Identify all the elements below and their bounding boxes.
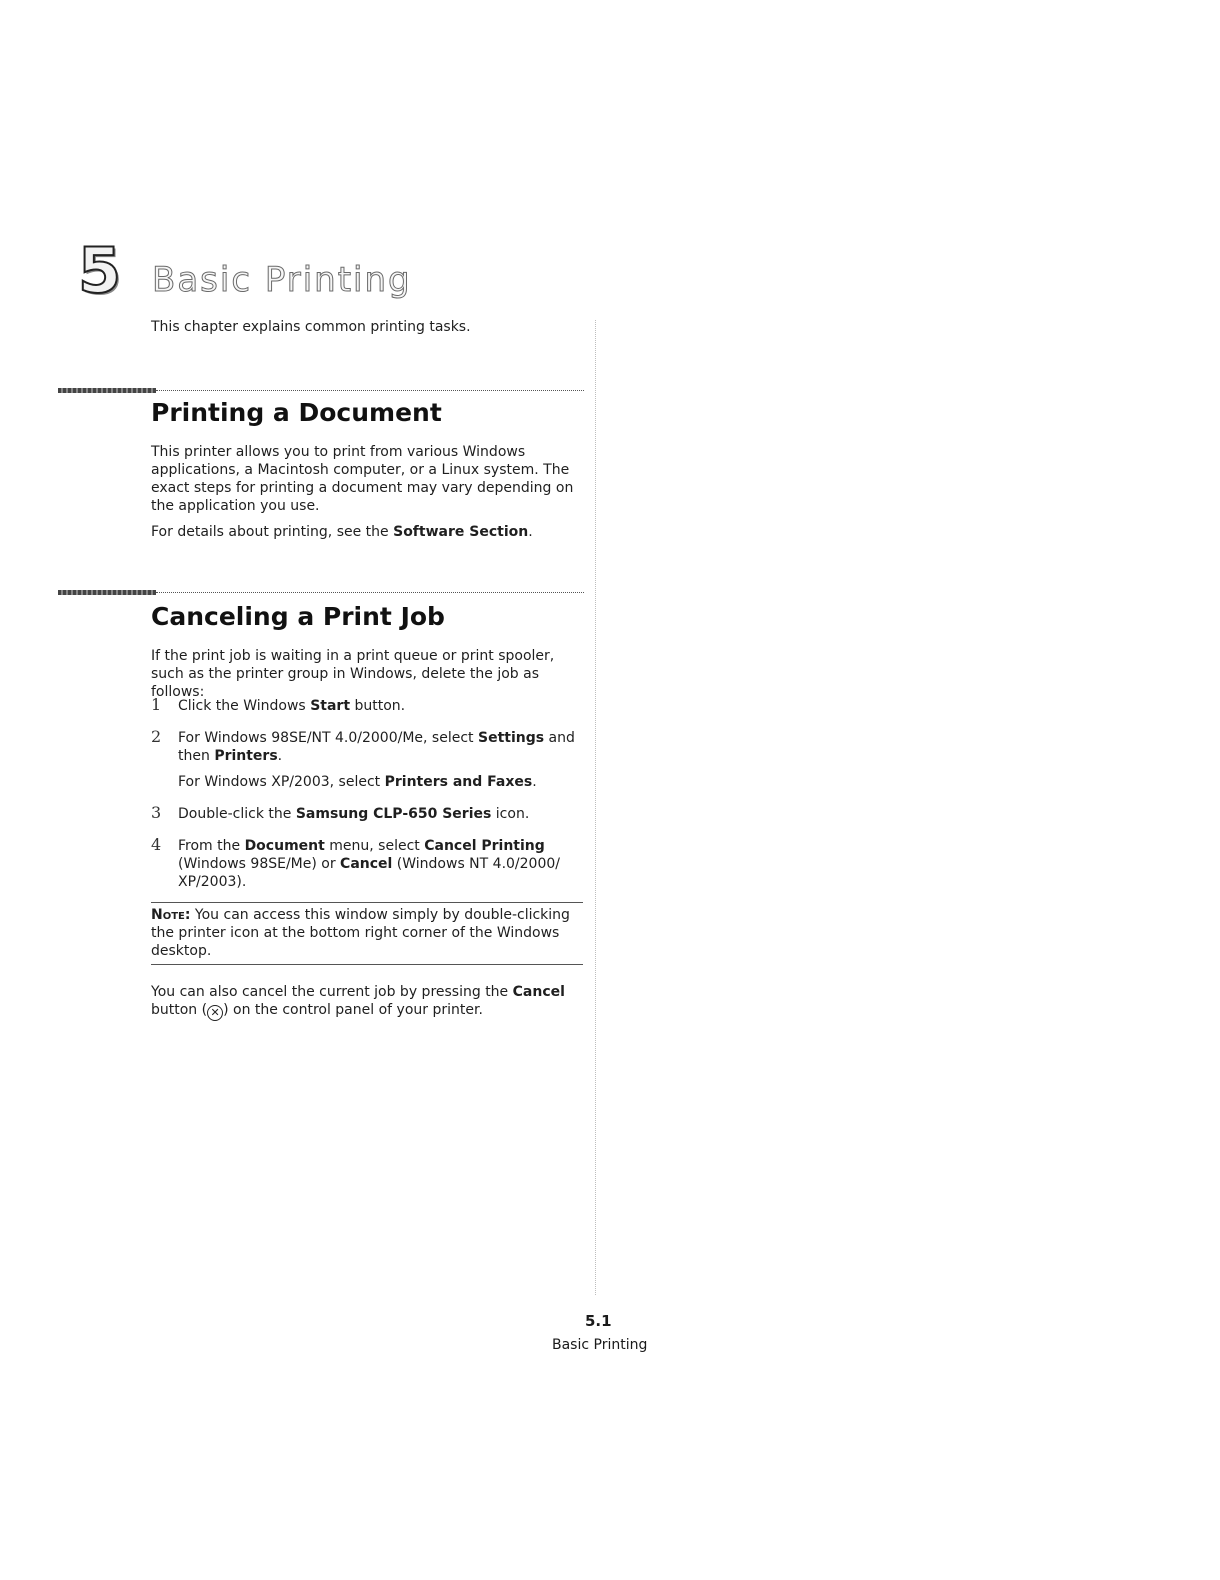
step-text: For Windows 98SE/NT 4.0/2000/Me, select Settings and then Printers.	[178, 730, 575, 764]
chapter-intro: This chapter explains common printing tasks.	[151, 319, 471, 335]
section-divider	[58, 388, 584, 394]
software-section-reference: Software Section	[393, 524, 529, 540]
note-bottom-rule	[151, 964, 583, 965]
closing-paragraph: You can also cancel the current job by pressing the Cancel button ( ✕ ) on the control panel of your printer.	[151, 984, 565, 1019]
step-subtext: For Windows XP/2003, select Printers and Faxes.	[178, 774, 537, 790]
page-number: 5.1	[585, 1312, 612, 1330]
step-number: 1	[151, 695, 162, 714]
section-heading-canceling: Canceling a Print Job	[151, 602, 445, 631]
step-number: 3	[151, 803, 162, 822]
margin-guide-line	[595, 320, 596, 1295]
chapter-number: 5	[78, 234, 122, 307]
cancel-circle-x-icon: ✕	[207, 1005, 223, 1021]
step-text: From the Document menu, select Cancel Printing (Windows 98SE/Me) or Cancel (Windows NT 4.0/2000/ XP/2003).	[178, 838, 560, 890]
step-number: 2	[151, 727, 162, 746]
step-text: Double-click the Samsung CLP-650 Series icon.	[178, 806, 530, 822]
section-heading-printing: Printing a Document	[151, 398, 442, 427]
section1-details-paragraph: For details about printing, see the Software Section.	[151, 524, 533, 540]
section2-intro: If the print job is waiting in a print queue or print spooler, such as the printer group in Windows, delete the job as follows:	[151, 648, 555, 700]
step-number: 4	[151, 835, 162, 854]
note: Note: You can access this window simply by double-clicking the printer icon at the bottom right corner of the Windows desktop.	[151, 907, 570, 959]
footer-chapter-title: Basic Printing	[552, 1337, 648, 1353]
step-text: Click the Windows Start button.	[178, 698, 406, 714]
chapter-title: Basic Printing	[152, 260, 412, 300]
note-top-rule	[151, 902, 583, 903]
section1-paragraph: This printer allows you to print from various Windows applications, a Macintosh computer, or a Linux system. The exact steps for printing a document may vary depending on the application you use.	[151, 444, 574, 514]
section-divider	[58, 590, 584, 596]
note-label: Note:	[151, 907, 191, 923]
